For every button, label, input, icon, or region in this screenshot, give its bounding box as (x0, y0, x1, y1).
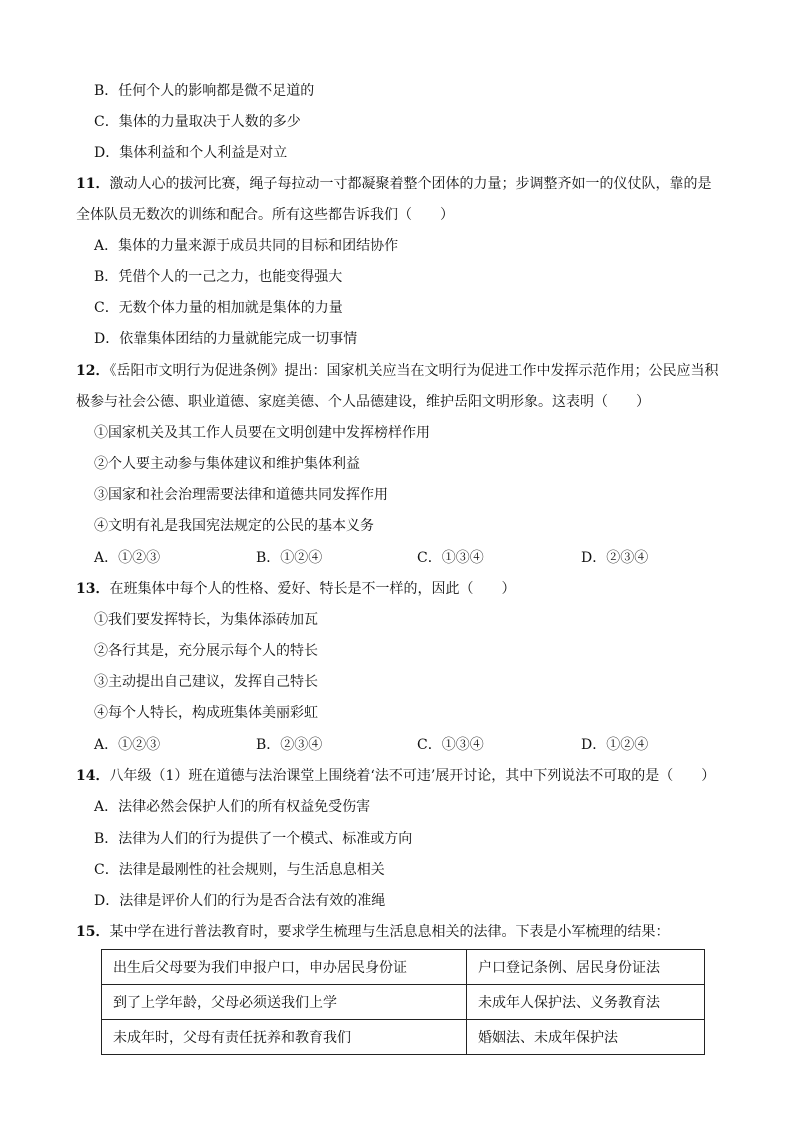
q13-choice-b: B．②③④ (256, 737, 323, 753)
q14-option-c: C．法律是最刚性的社会规则，与生活息息相关 (94, 862, 385, 878)
table-cell-law: 婚姻法、未成年保护法 (467, 1020, 705, 1055)
q12-choice-d: D．②③④ (581, 550, 649, 566)
q11-number: 11． (76, 176, 110, 192)
table-row (102, 1020, 705, 1055)
q13-statement-2: ②各行其是，充分展示每个人的特长 (94, 643, 318, 659)
q12-statement-3: ③国家和社会治理需要法律和道德共同发挥作用 (94, 487, 388, 503)
q12-number: 12． (76, 363, 110, 379)
q10-option-b: B．任何个人的影响都是微不足道的 (94, 83, 315, 99)
table-cell-situation: 未成年时，父母有责任抚养和教育我们 (102, 1020, 467, 1055)
q14-number: 14． (76, 768, 110, 784)
q13-number: 13． (76, 581, 110, 597)
table-cell-law: 未成年人保护法、义务教育法 (467, 985, 705, 1020)
table-row (102, 985, 705, 1020)
q14-option-b: B．法律为人们的行为提供了一个模式、标准或方向 (94, 831, 413, 847)
q13-choice-c: C．①③④ (417, 737, 484, 753)
q13-choice-d: D．①②④ (581, 737, 649, 753)
q11-option-b: B．凭借个人的一己之力，也能变得强大 (94, 269, 343, 285)
q12-statement-2: ②个人要主动参与集体建议和维护集体利益 (94, 456, 360, 472)
q10-option-d: D．集体利益和个人利益是对立 (94, 145, 288, 161)
q15-stem-line1: 15．某中学在进行普法教育时，要求学生梳理与生活息息相关的法律。下表是小军梳理的结果： (76, 924, 670, 940)
table-cell-law: 户口登记条例、居民身份证法 (467, 950, 705, 985)
q13-choice-a: A．①②③ (94, 737, 161, 753)
q12-choice-a: A．①②③ (94, 550, 161, 566)
q12-stem-line1: 12．《岳阳市文明行为促进条例》提出：国家机关应当在文明行为促进工作中发挥示范作用；公民应当积 (76, 363, 719, 379)
q11-stem-line2: 全体队员无数次的训练和配合。所有这些都告诉我们（ ） (76, 207, 454, 223)
q13-choices (94, 735, 714, 755)
q14-option-a: A．法律必然会保护人们的所有权益免受伤害 (94, 799, 371, 815)
q13-statement-1: ①我们要发挥特长，为集体添砖加瓦 (94, 612, 318, 628)
q15-number: 15． (76, 924, 110, 940)
q13-statement-4: ④每个人特长，构成班集体美丽彩虹 (94, 705, 318, 721)
q11-option-d: D．依靠集体团结的力量就能完成一切事情 (94, 331, 358, 347)
q12-statement-4: ④文明有礼是我国宪法规定的公民的基本义务 (94, 518, 374, 534)
q13-statement-3: ③主动提出自己建议，发挥自己特长 (94, 674, 318, 690)
q10-option-c: C．集体的力量取决于人数的多少 (94, 114, 301, 130)
q14-option-d: D．法律是评价人们的行为是否合法有效的准绳 (94, 893, 386, 909)
table-row (102, 950, 705, 985)
q12-stem-line2: 极参与社会公德、职业道德、家庭美德、个人品德建设，维护岳阳文明形象。这表明（ ） (76, 394, 650, 410)
q12-choice-c: C．①③④ (417, 550, 484, 566)
law-table (101, 949, 705, 1055)
q12-choices (94, 548, 714, 568)
q11-option-c: C．无数个体力量的相加就是集体的力量 (94, 300, 343, 316)
q12-statement-1: ①国家机关及其工作人员要在文明创建中发挥榜样作用 (94, 425, 430, 441)
q11-stem-line1: 11．激动人心的拔河比赛，绳子每拉动一寸都凝聚着整个团体的力量；步调整齐如一的仪仗队，靠的是 (76, 176, 712, 192)
q14-stem-line1: 14．八年级（1）班在道德与法治课堂上围绕着‘法不可违’展开讨论，其中下列说法不可取的是（ ） (76, 768, 716, 784)
q12-choice-b: B．①②④ (256, 550, 323, 566)
table-cell-situation: 出生后父母要为我们申报户口，申办居民身份证 (102, 950, 467, 985)
table-cell-situation: 到了上学年龄，父母必须送我们上学 (102, 985, 467, 1020)
q11-option-a: A．集体的力量来源于成员共同的目标和团结协作 (94, 238, 399, 254)
q13-stem-line1: 13．在班集体中每个人的性格、爱好、特长是不一样的，因此（ ） (76, 581, 516, 597)
